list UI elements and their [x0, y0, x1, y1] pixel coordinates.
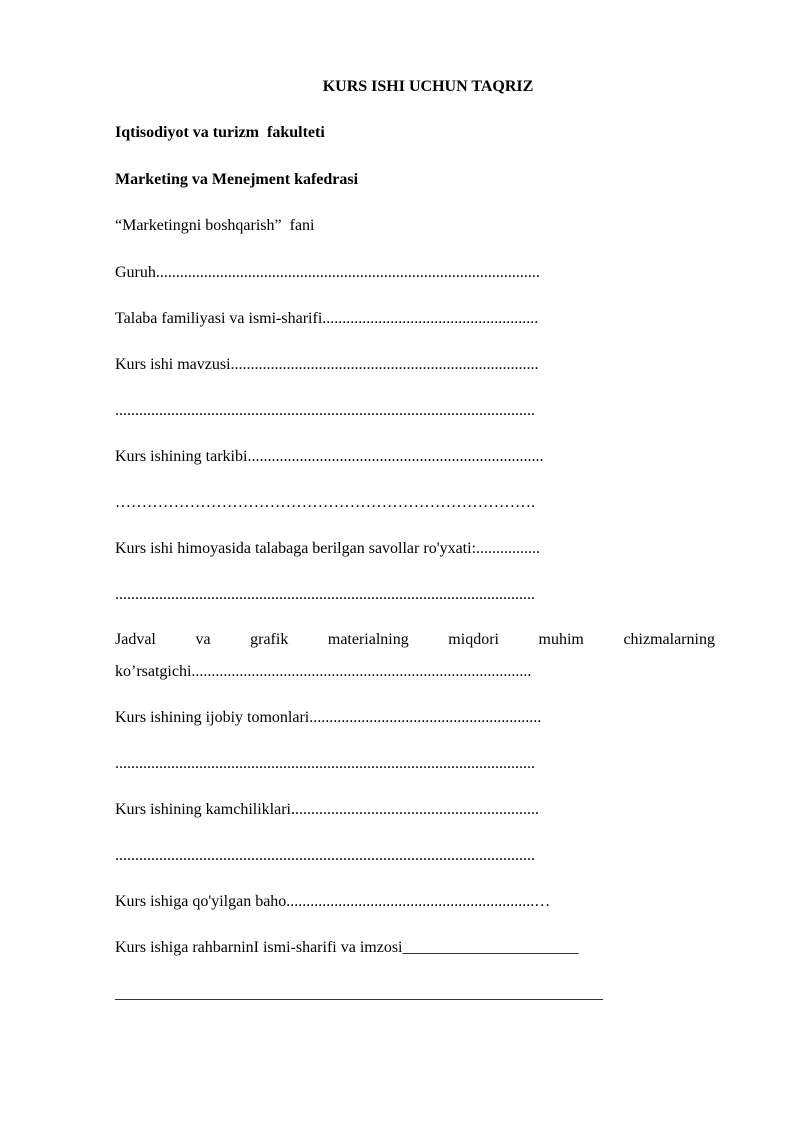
- supervisor-field: Kurs ishiga rahbarninI ismi-sharifi va imzosi______________________: [115, 939, 579, 956]
- tables-word: muhim: [538, 631, 584, 648]
- tables-word: chizmalarning: [623, 631, 715, 648]
- tables-word: Jadval: [115, 631, 156, 648]
- shortcomings-field: Kurs ishining kamchiliklari..............................................................: [115, 801, 539, 818]
- questions-continuation: .........................................................................................................: [115, 586, 535, 603]
- tables-word: grafik: [250, 631, 289, 648]
- supervisor-continuation: _____________________________________________________________: [115, 985, 603, 1002]
- topic-field: Kurs ishi mavzusi.............................................................................: [115, 356, 539, 373]
- student-name-field: Talaba familiyasi va ismi-sharifi......................................................: [115, 310, 539, 327]
- faculty-name: Iqtisodiyot va turizm fakulteti: [115, 124, 325, 141]
- questions-field: Kurs ishi himoyasida talabaga berilgan savollar ro'yxati:................: [115, 540, 541, 557]
- department-name: Marketing va Menejment kafedrasi: [115, 171, 359, 188]
- tables-word: materialning: [327, 631, 409, 648]
- grade-field: Kurs ishiga qo'yilgan baho..............................................................…: [115, 893, 551, 910]
- tables-continuation: ko’rsatgichi.....................................................................................: [115, 663, 532, 680]
- subject-name: “Marketingni boshqarish” fani: [115, 217, 315, 234]
- tables-word: miqdori: [448, 631, 499, 648]
- group-field: Guruh................................................................................................: [115, 264, 540, 281]
- shortcomings-continuation: .........................................................................................................: [115, 847, 535, 864]
- tables-word: va: [195, 631, 211, 648]
- positives-continuation: .........................................................................................................: [115, 755, 535, 772]
- tables-field-line: [115, 630, 715, 650]
- topic-continuation: .........................................................................................................: [115, 402, 535, 419]
- structure-field: Kurs ishining tarkibi..........................................................................: [115, 448, 544, 465]
- structure-continuation: …………………………………………………………………….: [115, 494, 535, 511]
- positives-field: Kurs ishining ijobiy tomonlari..........................................................: [115, 709, 542, 726]
- document-title: KURS ISHI UCHUN TAQRIZ: [322, 78, 534, 95]
